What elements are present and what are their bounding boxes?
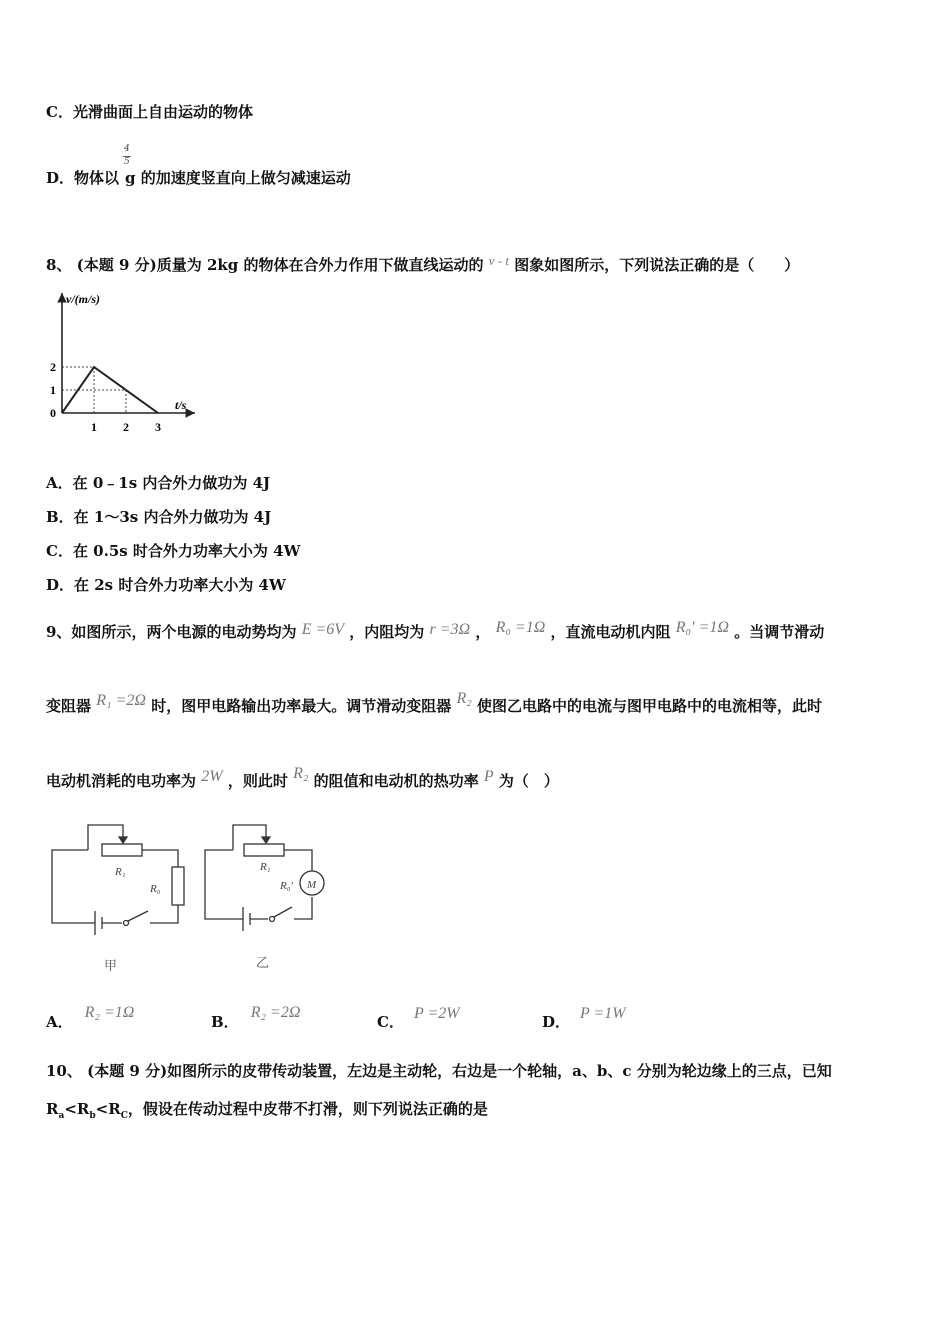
- q9-stem-line-2: [46, 690, 823, 717]
- q8-stem-text-2: 图象如图所示，下列说法正确的是（ ）: [514, 256, 800, 274]
- option-letter: A．: [46, 1013, 73, 1031]
- q10-text: ，假设在传动过程中皮带不打滑，则下列说法正确的是: [127, 1100, 488, 1118]
- option-letter: D．: [542, 1013, 571, 1031]
- q9-stem-line-1: [46, 619, 825, 643]
- q10-stem-line-2: [46, 1099, 488, 1126]
- q10-sub: C: [120, 1111, 128, 1121]
- label-r0: R₀: [150, 883, 161, 895]
- option-math: P =1W: [580, 1005, 626, 1022]
- resistor-r0: [172, 867, 184, 905]
- caption-yi: 乙: [256, 955, 270, 970]
- label-r1-b: R₁: [260, 861, 271, 873]
- q8-vt-math: v - t: [488, 253, 509, 268]
- q7-fraction-numerator: 4: [124, 144, 130, 154]
- q10-sub: a: [58, 1111, 65, 1121]
- switch-icon: [270, 917, 275, 922]
- q9-power-math: 2W: [201, 768, 223, 785]
- y-tick-label: 0: [50, 406, 56, 420]
- q9-text: ，直流电动机内阻: [550, 623, 671, 641]
- x-axis-label: t/s: [175, 398, 187, 412]
- q10-text: R: [46, 1100, 59, 1118]
- q9-stem-line-3: [46, 765, 559, 792]
- q7-option-d-suffix: g 的加速度竖直向上做匀减速运动: [125, 169, 351, 187]
- q9-p-math: P: [483, 768, 494, 785]
- x-tick-label: 2: [123, 420, 129, 434]
- q9-text: 时，图甲电路输出功率最大。调节滑动变阻器: [151, 697, 452, 715]
- rheostat-r2: [244, 844, 284, 856]
- q9-emf-math: E =6V: [301, 621, 345, 638]
- y-tick-label: 2: [50, 360, 56, 374]
- q9-option-d: [542, 1005, 626, 1033]
- q8-option-a: A．在 0﹣1s 内合外力做功为 4J: [46, 474, 271, 492]
- q7-option-d-prefix: D．物体以: [46, 169, 120, 187]
- option-math: R₂ =2Ω: [250, 1004, 301, 1021]
- q9-text: 的阻值和电动机的热功率: [313, 772, 479, 790]
- q9-text: 电动机消耗的电功率为: [46, 772, 197, 790]
- q9-r2-math: R₂: [456, 690, 472, 707]
- q9-text: ，内阻均为: [349, 623, 425, 641]
- q9-option-c: [377, 1005, 460, 1033]
- q8-option-c: C．在 0.5s 时合外力功率大小为 4W: [46, 542, 301, 560]
- q9-motor-resistance-math: R₀′ =1Ω: [675, 619, 729, 636]
- q7-fraction-denominator: 5: [124, 157, 130, 167]
- q9-r0-math: R₀ =1Ω: [495, 619, 546, 636]
- q9-text: ，则此时: [227, 772, 288, 790]
- label-r0-prime: R₀′: [280, 880, 293, 892]
- x-tick-label: 3: [155, 420, 161, 434]
- q9-text: 使图乙电路中的电流与图甲电路中的电流相等，此时: [477, 697, 823, 715]
- label-r1: R₁: [115, 866, 126, 878]
- q8-stem: [46, 255, 799, 276]
- option-math: P =2W: [413, 1005, 460, 1022]
- switch-icon: [124, 921, 129, 926]
- vt-chart: [40, 285, 210, 440]
- circuit-a: [52, 825, 184, 935]
- y-tick-label: 1: [50, 383, 56, 397]
- q9-internal-resistance-math: r =3Ω: [429, 621, 471, 638]
- q9-r2-math: R₂: [293, 765, 309, 782]
- q9-text: 为（ ）: [498, 772, 559, 790]
- q7-option-d: [46, 168, 351, 188]
- q10-text: <R: [95, 1100, 121, 1118]
- option-math: R₂ =1Ω: [84, 1004, 135, 1021]
- circuit-diagrams: [40, 815, 340, 980]
- caption-jia: 甲: [104, 958, 118, 973]
- q8-option-b: B．在 1～3s 内合外力做功为 4J: [46, 508, 272, 526]
- q8-option-d: D．在 2s 时合外力功率大小为 4W: [46, 576, 286, 594]
- y-axis-label: v/(m/s): [66, 292, 100, 306]
- option-letter: C．: [377, 1013, 404, 1031]
- q10-text: <R: [64, 1100, 90, 1118]
- rheostat-r1: [102, 844, 142, 856]
- q8-stem-text: 8、 (本题 9 分)质量为 2kg 的物体在合外力作用下做直线运动的: [46, 256, 484, 274]
- label-motor: M: [307, 879, 317, 891]
- option-letter: B．: [211, 1013, 239, 1031]
- x-tick-label: 1: [91, 420, 97, 434]
- q9-text: ，: [475, 623, 491, 641]
- q9-option-b: [211, 1004, 301, 1033]
- circuit-b: [205, 825, 324, 931]
- q9-option-a: [46, 1004, 135, 1033]
- q10-sub: b: [89, 1111, 96, 1121]
- q9-text: 。当调节滑动: [734, 623, 825, 641]
- q10-stem-line-1: 10、 (本题 9 分)如图所示的皮带传动装置，左边是主动轮，右边是一个轮轴，a、b、c 分别为轮边缘上的三点，已知: [46, 1062, 832, 1080]
- q9-r1-math: R₁ =2Ω: [96, 692, 146, 709]
- q9-text: 变阻器: [46, 697, 92, 715]
- q9-text: 9、如图所示，两个电源的电动势均为: [46, 623, 297, 641]
- q7-option-c: C．光滑曲面上自由运动的物体: [46, 103, 253, 121]
